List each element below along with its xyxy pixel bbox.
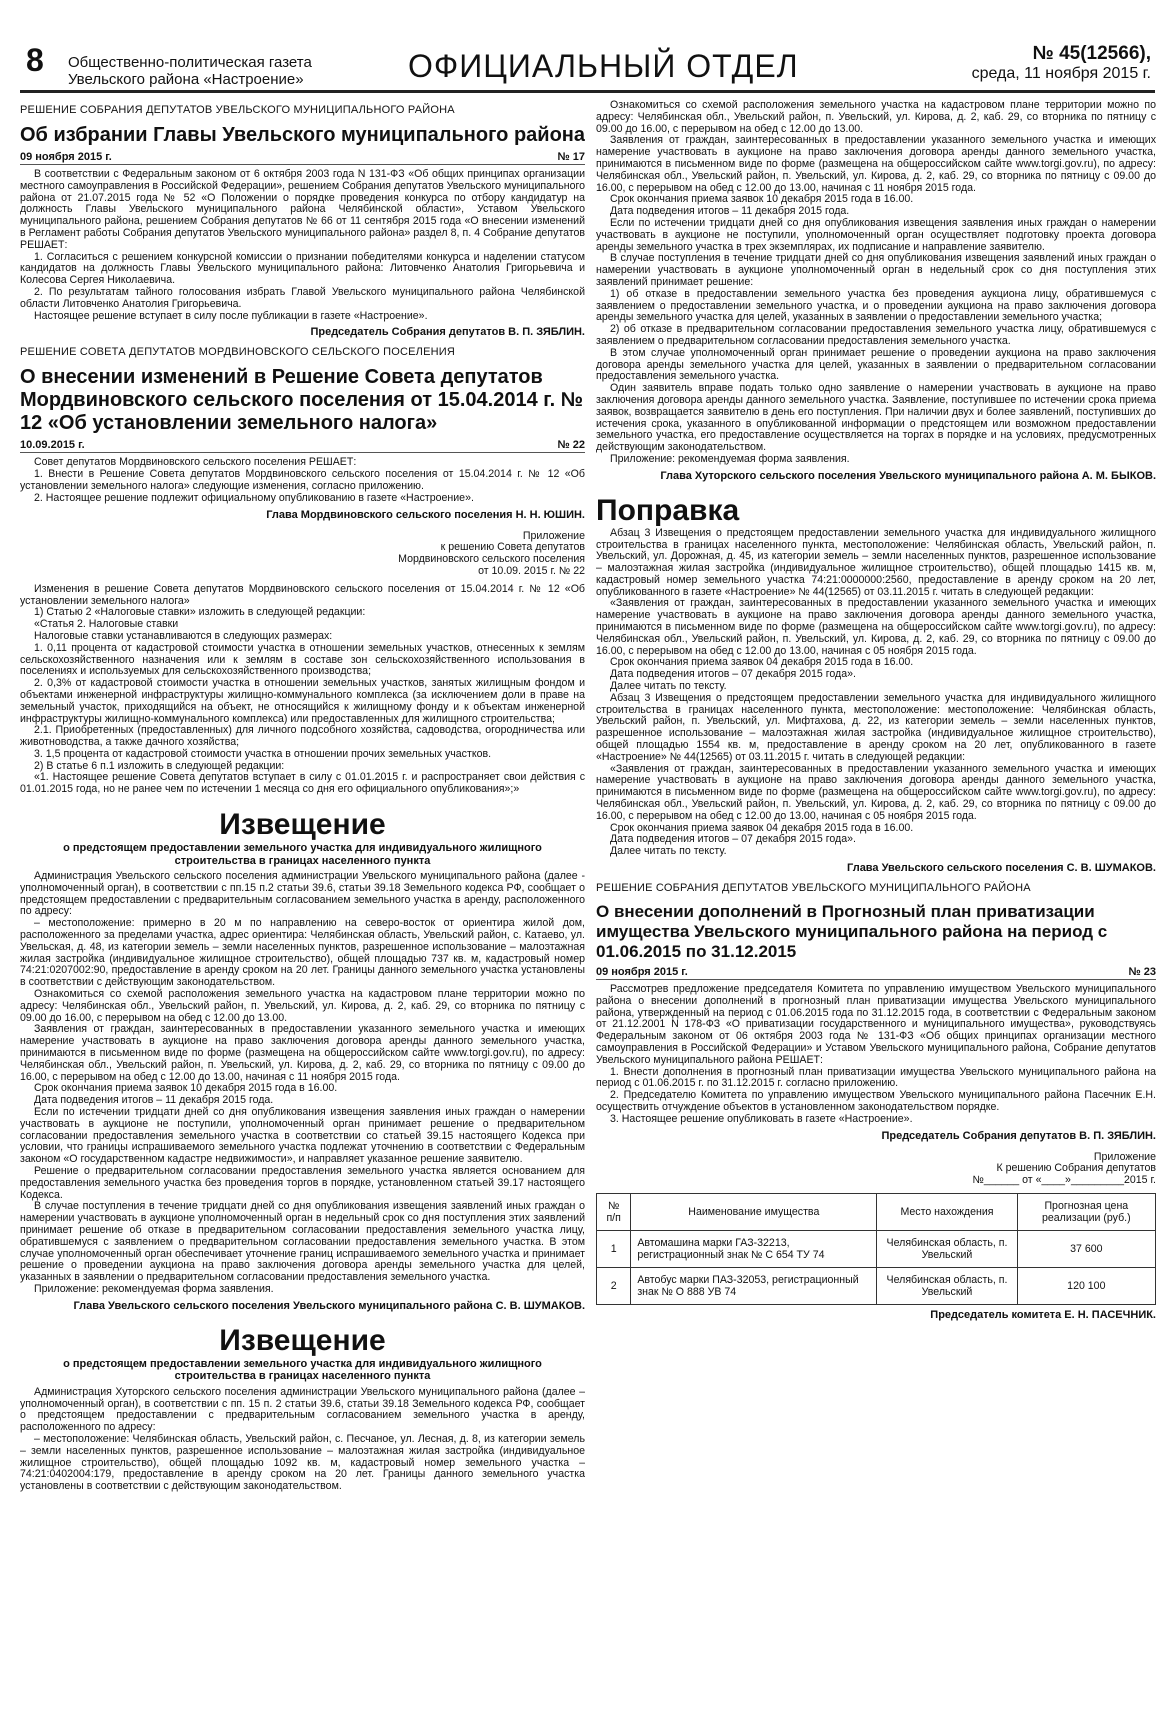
notice-subheading: о предстоящем предоставлении земельного участка для индивидуального жилищного строительства в границах населенного пункта — [63, 842, 542, 867]
col-number: № п/п — [597, 1193, 631, 1230]
page-header — [20, 40, 1155, 93]
article-date: 09 ноября 2015 г. — [20, 151, 112, 163]
table-row: 1 Автомашина марки ГАЗ-32213, регистрационный знак № С 654 ТУ 74 Челябинская область, п. Увельский 37 600 — [597, 1230, 1156, 1267]
issue-date: среда, 11 ноября 2015 г. — [971, 65, 1151, 82]
article-meta — [20, 151, 585, 165]
article-correction — [596, 494, 1156, 874]
article-kicker: РЕШЕНИЕ СОВЕТА ДЕПУТАТОВ МОРДВИНОВСКОГО СЕЛЬСКОГО ПОСЕЛЕНИЯ — [20, 346, 456, 359]
table-row: 2 Автобус марки ПАЗ-32053, регистрационный знак № О 888 УВ 74 Челябинская область, п. Увельский 120 100 — [597, 1267, 1156, 1304]
article-number: № 23 — [1128, 966, 1156, 979]
article-title: О внесении дополнений в Прогнозный план приватизации имущества Увельского муниципального района на период с 01.06.2015 по 31.12.2015 — [596, 902, 1108, 962]
section-title: ОФИЦИАЛЬНЫЙ ОТДЕЛ — [408, 48, 799, 84]
article-kicker: РЕШЕНИЕ СОБРАНИЯ ДЕПУТАТОВ УВЕЛЬСКОГО МУНИЦИПАЛЬНОГО РАЙОНА — [20, 104, 455, 116]
article-title: Об избрании Главы Увельского муниципального района — [20, 124, 585, 146]
appendix-body: Изменения в решение Совета депутатов Мордвиновского сельского поселения от 15.04.2014 г. № 12 «Об установлении земельного налога» 1) Статью 2 «Налоговые ставки» изложить в следующей редакции: «Статья 2. Налоговые ставки Налоговые ставки устанавливаются в следующих размерах: 1. 0,11 процента от кадастровой стоимости участка в отношении земельных участков, отнесенных к землям сельскохозяйственного назначения или к землям в составе зон сельскохозяйственного использования в поселениях и используемых для сельскохозяйственного производства; 2. 0,3% от кадастровой стоимости участка в отношении земельных участков, занятых жилищным фондом и объектами инженерной инфраструктуры жилищно-коммунального комплекса (за исключением доли в праве на земельный участок, приходящийся на объект, не относящийся к жилищному фонду и к объектам инженерной инфраструктуры жилищно-коммунального комплекса) или предоставленных для жилищного строительства; 2.1. Приобретенных (предоставленных) для личного подсобного хозяйства, садоводства, огородничества или животноводства, а также дачного хозяйства; 3. 1,5 процента от кадастровой стоимости участка в отношении прочих земельных участков. 2) В статье 6 п.1 изложить в следующей редакции: «1. Настоящее решение Совета депутатов вступает в силу с 01.01.2015 г. и распространяет свои действия с 01.01.2015 года, но не ранее чем по истечении 1 месяца со дня его официального опубликования»;» — [20, 582, 585, 796]
appendix-note: Приложение к решению Совета депутатов Мордвиновского сельского поселения от 10.09. 2015 г. № 22 — [398, 529, 585, 577]
issue-number: № 45(12566), — [1032, 43, 1151, 64]
article-title: О внесении изменений в Решение Совета депутатов Мордвиновского сельского поселения от 15.04.2014 г. № 12 «Об установлении земельного налога» — [20, 366, 583, 435]
article-land-tax — [20, 346, 585, 796]
article-body: Совет депутатов Мордвиновского сельского поселения РЕШАЕТ: 1. Внести в Решение Совета депутатов Мордвиновского сельского поселения от 15.04.2014 г. № 12 «Об установлении земельного налога» следующие изменения, согласно приложению. 2. Настоящее решение подлежит официальному опубликованию в газете «Настроение». — [20, 456, 585, 504]
notice-body: Администрация Хуторского сельского поселения администрации Увельского муниципального района (далее – уполномоченный орган), в соответствии с пп. 15 п. 2 статьи 39.6, статьи 39.18 Земельного кодекса РФ, сообщает о предстоящем предоставлении с предварительным согласованием земельного участка в аренду, расположенного по адресу: – местоположение: Челябинская область, Увельский район, с. Песчаное, ул. Лесная, д. 8, из категории земель – земли населенных пунктов, разрешенное использование – малоэтажная жилая застройка (индивидуальное жилищное строительство), общей площадью 1092 кв. м, кадастровый номер земельного участка – 74:21:0402004:179, предоставление в аренду сроком на 20 лет. Границы данного земельного участка установлены в соответствии с действующим законодательством. — [20, 1385, 585, 1493]
article-privatization — [596, 882, 1156, 1321]
article-signature: Председатель Собрания депутатов В. П. ЗЯБЛИН. — [310, 326, 585, 339]
article-signature: Глава Мордвиновского сельского поселения Н. Н. ЮШИН. — [266, 508, 585, 521]
article-notice-uvelsky — [20, 808, 585, 1312]
article-number: № 22 — [557, 439, 585, 452]
appendix-note: Приложение К решению Собрания депутатов №______ от «____»_________2015 г. — [972, 1150, 1156, 1187]
issue-info — [972, 44, 1151, 83]
article-signature: Председатель Собрания депутатов В. П. ЗЯБЛИН. — [881, 1129, 1156, 1142]
notice-heading: Извещение — [219, 1323, 386, 1357]
article-zyablin-election — [20, 104, 585, 338]
correction-signature: Глава Увельского сельского поселения С. В. ШУМАКОВ. — [847, 862, 1156, 875]
left-column — [20, 100, 585, 1704]
notice-body: Администрация Увельского сельского поселения администрации Увельского муниципального района (далее - уполномоченный орган), в соответствии с пп.15 п.2 статьи 39.6, статьи 39.18 Земельного кодекса РФ, сообщает о предстоящем предоставлении с предварительным согласованием земельного участка в аренду, расположенного по адресу: – местоположение: примерно в 20 м по направлению на северо-восток от ориентира жилой дом, расположенного за пределами участка, адрес ориентира: Челябинская область, Увельский район, с. Катаево, ул. Увельская, д. 48, из категории земель – земли населенных пунктов, разрешенное использование – малоэтажная жилая застройка (индивидуальное жилищное строительство), общей площадью 737 кв. м, кадастровый номер 74:21:0207002:90, предоставление в аренду сроком на 20 лет. Границы данного земельного участка установлены в соответствии с действующим законодательством. Ознакомиться со схемой расположения земельного участка на кадастровом плане территории можно по адресу: Челябинская обл., Увельский район, п. Увельский, ул. Кирова, д. 2, каб. 29, со вторника по пятницу с 09.00 до 16.00, с перерывом на обед с 12.00 до 13.00. Заявления от граждан, заинтересованных в предоставлении указанного земельного участка и имеющих намерение участвовать в аукционе на право заключения договора аренды данного земельного участка, принимаются в письменном виде по форме (размещена на общероссийском сайте www.torgi.gov.ru), по адресу: Челябинская обл., Увельский район, п. Увельский, ул. Кирова, д. 2, каб. 29, со вторника по пятницу с 09.00 до 16.00, с перерывом на обед с 12.00 до 13.00, начиная с 11 ноября 2015 года. Срок окончания приема заявок 10 декабря 2015 года в 16.00. Дата подведения итогов – 11 декабря 2015 года. Если по истечении тридцати дней со дня опубликования извещения заявления иных граждан о намерении участвовать в аукционе не поступили, уполномоченный орган принимает решение о предварительном согласовании предоставления земельного участка в соответствии со статьей 39.15 настоящего Кодекса при условии, что границы испрашиваемого земельного участка подлежат уточнению в соответствии с Федеральным законом «О государственном кадастре недвижимости», и направляет указанное решение заявителю. Решение о предварительном согласовании предоставления земельного участка является основанием для предоставления земельного участка без проведения торгов в порядке, установленном статьей 39.17 настоящего Кодекса. В случае поступления в течение тридцати дней со дня опубликования извещения заявлений иных граждан о намерении участвовать в аукционе уполномоченный орган в недельный срок со дня поступления этих заявлений принимает решение об отказе в предварительном согласовании предоставления земельного участка лицу, обратившемуся с заявлением о предварительном согласовании предоставления земельного участка. В этом случае уполномоченный орган обеспечивает уточнение границ испрашиваемого земельного участка и принимает решение о проведении аукциона на право заключения договора аренды земельного участка для целей, указанных в заявлении о предварительном согласовании предоставления земельного участка. Приложение: рекомендуемая форма заявления. — [20, 870, 585, 1295]
col-location: Место нахождения — [877, 1193, 1017, 1230]
article-notice-khutorskoe — [20, 1324, 585, 1493]
right-column — [596, 100, 1156, 1704]
article-kicker: РЕШЕНИЕ СОБРАНИЯ ДЕПУТАТОВ УВЕЛЬСКОГО МУНИЦИПАЛЬНОГО РАЙОНА — [596, 882, 1031, 895]
col-price: Прогнозная цена реализации (руб.) — [1017, 1193, 1155, 1230]
article-number: № 17 — [557, 151, 585, 163]
notice-subheading: о предстоящем предоставлении земельного участка для индивидуального жилищного строительства в границах населенного пункта — [63, 1357, 542, 1383]
article-body: В соответствии с Федеральным законом от 6 октября 2003 года N 131-ФЗ «Об общих принципах организации местного самоуправления в Российской Федерации», решением Собрания депутатов Увельского муниципального района от 21.07.2015 года № 52 «О Положении о порядке проведения конкурса по отбору кандидатур на должность Главы Увельского муниципального района Челябинской области», Уставом Увельского муниципального района, решением Собрания депутатов № 66 от 11 сентября 2015 года «О внесении изменений в Регламент работы Собрания депутатов Увельского муниципального района» раздел 8, п. 4 Собрание депутатов РЕШАЕТ: 1. Согласиться с решением конкурсной комиссии о признании победителями конкурса и наделении статусом кандидатов на должность Главы Увельского муниципального района: Литовченко Анатолия Григорьевича и Колесова Сергея Николаевича. 2. По результатам тайного голосования избрать Главой Увельского муниципального района Челябинской области Литовченко Анатолия Григорьевича. Настоящее решение вступает в силу после публикации в газете «Настроение». — [20, 168, 585, 322]
article-body: Рассмотрев предложение председателя Комитета по управлению имуществом Увельского муниципального района о внесении дополнений в прогнозный план приватизации имущества Увельского муниципального района, утвержденный на период с 01.06.2015 года по 31.12.2015 года, в соответствии с Федеральным законом от 21.12.2001 N 178-ФЗ «О приватизации государственного и муниципального имущества», руководствуясь Федеральным законом от 06 октября 2003 года № 131-ФЗ «Об общих принципах организации местного самоуправления в Российской Федерации» и Уставом Увельского муниципального района, Собрание депутатов Увельского муниципального района РЕШАЕТ: 1. Внести дополнения в прогнозный план приватизации имущества Увельского муниципального района на период с 01.06.2015 г. по 31.12.2015 г. согласно приложению. 2. Председателю Комитета по управлению имуществом Увельского муниципального района Пасечник Е.Н. осуществить отчуждение объектов в установленном законодательством порядке. 3. Настоящее решение опубликовать в газете «Настроение». — [596, 983, 1156, 1125]
article-date: 09 ноября 2015 г. — [596, 966, 688, 979]
notice-khutorskoe-continued — [596, 100, 1156, 482]
notice-signature: Глава Хуторского сельского поселения Увельского муниципального района А. М. БЫКОВ. — [660, 469, 1156, 482]
table-header-row — [597, 1193, 1156, 1230]
notice-body: Ознакомиться со схемой расположения земельного участка на кадастровом плане территории можно по адресу: Челябинская обл., Увельский район, п. Увельский, ул. Кирова, д. 2, каб. 29, со вторника по пятницу с 09.00 до 16.00, с перерывом на обед с 12.00 до 13.00. Заявления от граждан, заинтересованных в предоставлении указанного земельного участка и имеющих намерение участвовать в аукционе на право заключения договора аренды данного земельного участка, принимаются в письменном виде по форме (размещена на общероссийском сайте www.torgi.gov.ru), по адресу: Челябинская обл., Увельский район, п. Увельский, ул. Кирова, д. 2, каб. 29, со вторника по пятницу с 09.00 до 16.00, с перерывом на обед с 12.00 до 13.00, начиная с 11 ноября 2015 года. Срок окончания приема заявок 10 декабря 2015 года в 16.00. Дата подведения итогов – 11 декабря 2015 года. Если по истечении тридцати дней со дня опубликования извещения заявления иных граждан о намерении участвовать в аукционе не поступили, уполномоченный орган осуществляет подготовку проекта договора аренды земельного участка в трех экземплярах, их подписание и направление заявителю. В случае поступления в течение тридцати дней со дня опубликования извещения заявлений иных граждан о намерении участвовать в аукционе уполномоченный орган в недельный срок со дня поступления этих заявлений принимает решение: 1) об отказе в предоставлении земельного участка без проведения аукциона лицу, обратившемуся с заявлением о предоставлении земельного участка, и о проведении аукциона на право заключения договора аренды земельного участка для целей, указанных в заявлении о предоставлении земельного участка; 2) об отказе в предварительном согласовании предоставления земельного участка лицу, обратившемуся с заявлением о предварительном согласовании предоставления земельного участка. В этом случае уполномоченный орган принимает решение о проведении аукциона на право заключения договора аренды земельного участка для целей, указанных в заявлении о предварительном согласовании предоставления земельного участка. Один заявитель вправе подать только одно заявление о намерении участвовать в аукционе на право заключения договора аренды данного земельного участка. Заявление, поступившее по истечении срока приема заявок, возвращается заявителю в день его поступления. При наличии двух и более заявлений, поступивших до истечения срока, указанного в опубликованной информации о предстоящем или возможном предоставлении земельного участка, его предоставление осуществляется на торгах в порядке и на условиях, предусмотренных действующим законодательством. Приложение: рекомендуемая форма заявления. — [596, 100, 1156, 465]
notice-signature: Глава Увельского сельского поселения Увельского муниципального района С. В. ШУМАКОВ. — [73, 1299, 585, 1312]
col-name: Наименование имущества — [631, 1193, 877, 1230]
newspaper-name: Общественно-политическая газета Увельского района «Настроение» — [68, 54, 312, 88]
committee-signature: Председатель комитета Е. Н. ПАСЕЧНИК. — [930, 1308, 1156, 1321]
privatization-table — [596, 1193, 1156, 1305]
article-meta — [596, 966, 1156, 980]
correction-heading: Поправка — [596, 493, 740, 527]
article-date: 10.09.2015 г. — [20, 439, 85, 452]
notice-heading: Извещение — [219, 808, 386, 842]
page-number: 8 — [26, 42, 44, 78]
article-meta — [20, 439, 585, 453]
correction-body: Абзац 3 Извещения о предстоящем предоставлении земельного участка для индивидуального жилищного строительства в границах населенного пункта, местоположение: Челябинская область, Увельский район, п. Увельский, ул. Дорожная, д. 45, из категории земель – земли населенных пунктов, разрешенное использование – малоэтажная жилая застройка (индивидуальное жилищное строительство), общей площадью 1415 кв. м, кадастровый номер земельного участка 74:21:0000000:2560, предоставление в аренду сроком на 20 лет, опубликованного в газете «Настроение» № 44(12565) от 03.11.2015 г. читать в следующей редакции: «Заявления от граждан, заинтересованных в предоставлении указанного земельного участка и имеющих намерение участвовать в аукционе на право заключения договора аренды данного земельного участка, принимаются в письменном виде по форме (размещена на общероссийском сайте www.torgi.gov.ru), по адресу: Челябинская обл., Увельский район, п. Увельский, ул. Кирова, д. 2, каб. 29, со вторника по пятницу с 09.00 до 16.00, с перерывом на обед с 12.00 до 13.00, начиная с 05 ноября 2015 года. Срок окончания приема заявок 04 декабря 2015 года в 16.00. Дата подведения итогов – 07 декабря 2015 года». Далее читать по тексту. Абзац 3 Извещения о предстоящем предоставлении земельного участка для индивидуального жилищного строительства в границах населенного пункта, местоположение: местоположение: Челябинская область, Увельский район, п. Увельский, ул. Мифтахова, д. 22, из категории земель – земли населенных пунктов, разрешенное использование – малоэтажная жилая застройка (индивидуальное жилищное строительство), общей площадью 1554 кв. м, предоставление в аренду сроком на 20 лет, опубликованного в газете «Настроение» № 44(12565) от 03.11.2015 г. читать в следующей редакции: «Заявления от граждан, заинтересованных в предоставлении указанного земельного участка и имеющих намерение участвовать в аукционе на право заключения договора аренды данного земельного участка, принимаются в письменном виде по форме (размещена на общероссийском сайте www.torgi.gov.ru), по адресу: Челябинская обл., Увельский район, п. Увельский, ул. Кирова, д. 2, каб. 29, со вторника по пятницу с 09.00 до 16.00, с перерывом на обед с 12.00 до 13.00, начиная с 05 ноября 2015 года. Срок окончания приема заявок 04 декабря 2015 года в 16.00. Дата подведения итогов – 07 декабря 2015 года». Далее читать по тексту. — [596, 526, 1156, 858]
